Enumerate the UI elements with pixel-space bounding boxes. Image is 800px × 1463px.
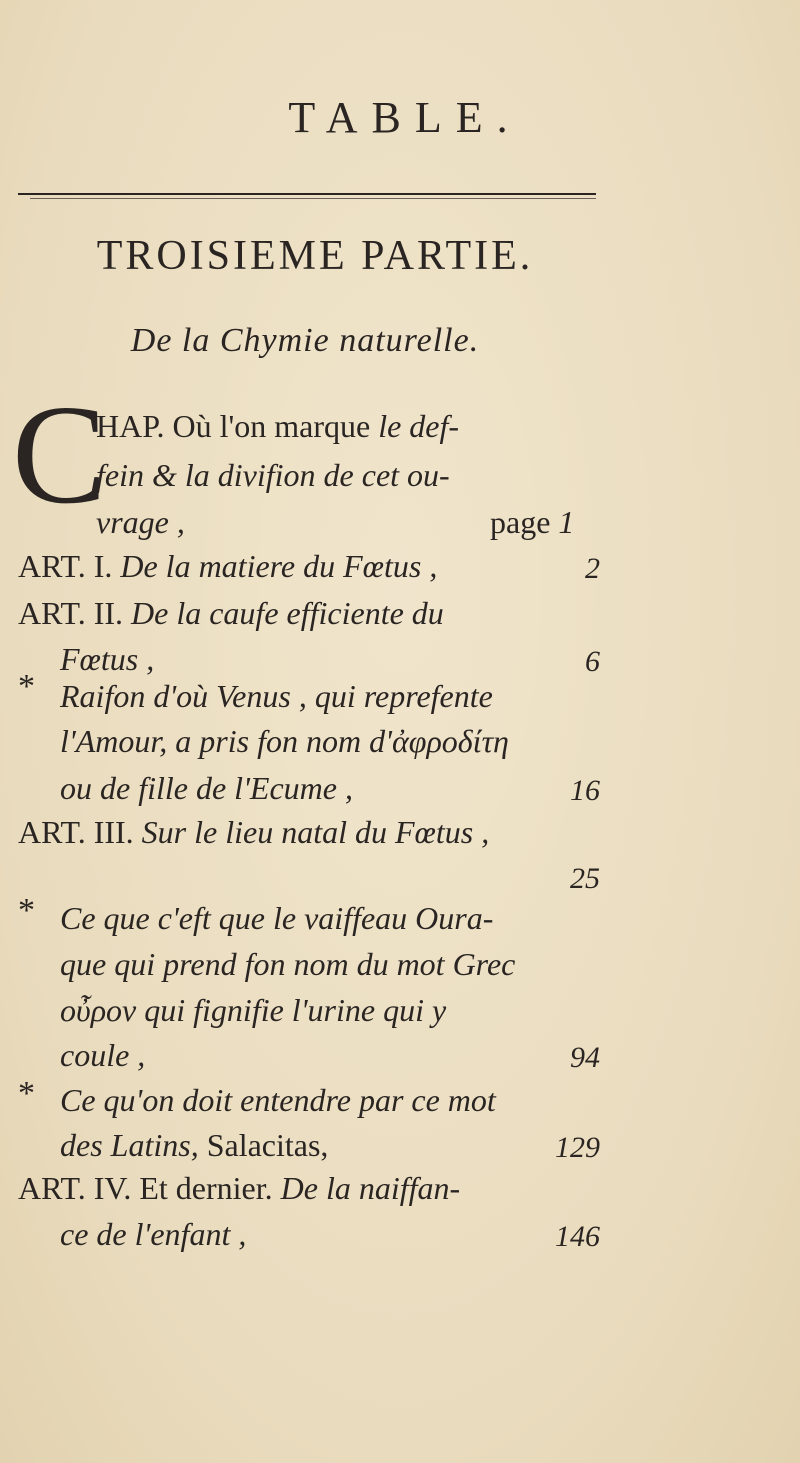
drop-cap: C bbox=[12, 375, 107, 533]
note-3-line-1: Ce qu'on doit entendre par ce mot bbox=[60, 1082, 496, 1118]
chapter-page-ref bbox=[490, 504, 574, 541]
note-2-line-1: Ce que c'eft que le vaiffeau Oura- bbox=[60, 900, 494, 936]
chapter-entry-line-2: fein & la divifion de cet ou- bbox=[96, 457, 450, 493]
section-subtitle: De la Chymie naturelle. bbox=[130, 322, 480, 359]
article-3-page: 25 bbox=[570, 862, 600, 895]
asterisk-icon: * bbox=[18, 892, 35, 929]
chapter-label: HAP. bbox=[96, 408, 165, 444]
note-3-page: 129 bbox=[555, 1131, 600, 1164]
note-1-page: 16 bbox=[570, 774, 600, 807]
note-3-line-2 bbox=[60, 1127, 328, 1164]
article-1-text: De la matiere du Fœtus , bbox=[120, 548, 438, 584]
article-1-page: 2 bbox=[585, 552, 600, 585]
article-3-line bbox=[18, 814, 489, 851]
note-2-line-3: οὖρον qui fignifie l'urine qui y bbox=[60, 992, 447, 1028]
note-2-line-2: que qui prend fon nom du mot Grec bbox=[60, 946, 516, 982]
article-2-label: ART. II. bbox=[18, 595, 124, 631]
running-head: TABLE. bbox=[288, 93, 522, 142]
page-number: 1 bbox=[558, 504, 575, 540]
article-2-line-2: Fœtus , bbox=[60, 641, 155, 677]
header-rule-thin bbox=[30, 198, 596, 199]
article-4-page: 146 bbox=[555, 1220, 600, 1253]
note-3-italic: des Latins, bbox=[60, 1127, 199, 1163]
article-3-label: ART. III. bbox=[18, 814, 134, 850]
note-1-line-3: ou de fille de l'Ecume , bbox=[60, 770, 353, 806]
article-2-text: De la caufe efficiente du bbox=[131, 595, 444, 631]
article-4-line-2: ce de l'enfant , bbox=[60, 1216, 247, 1252]
header-rule bbox=[18, 193, 596, 195]
note-2-page: 94 bbox=[570, 1041, 600, 1074]
article-4-line-1 bbox=[18, 1170, 460, 1207]
article-1-line bbox=[18, 548, 437, 585]
article-1-label: ART. I. bbox=[18, 548, 113, 584]
part-title: TROISIEME PARTIE. bbox=[96, 233, 534, 279]
chapter-text-roman: Où l'on marque bbox=[172, 408, 371, 444]
article-3-text: Sur le lieu natal du Fœtus , bbox=[141, 814, 490, 850]
note-2-line-4: coule , bbox=[60, 1037, 146, 1073]
chapter-entry-line-3: vrage , bbox=[96, 504, 185, 540]
article-4-text: De la naiffan- bbox=[280, 1170, 461, 1206]
article-2-page: 6 bbox=[585, 645, 600, 678]
chapter-text-italic: le def- bbox=[378, 408, 460, 444]
note-1-line-2: l'Amour, a pris fon nom d'ἀφροδίτη bbox=[60, 723, 509, 759]
article-4-roman: Et dernier. bbox=[139, 1170, 273, 1206]
asterisk-icon: * bbox=[18, 1075, 35, 1112]
asterisk-icon: * bbox=[18, 668, 35, 705]
chapter-entry-line-1 bbox=[96, 408, 459, 445]
article-4-label: ART. IV. bbox=[18, 1170, 132, 1206]
article-2-line-1 bbox=[18, 595, 444, 632]
note-3-roman: Salacitas, bbox=[206, 1127, 329, 1163]
page-word: page bbox=[490, 504, 551, 540]
note-1-line-1: Raifon d'où Venus , qui reprefente bbox=[60, 678, 493, 714]
